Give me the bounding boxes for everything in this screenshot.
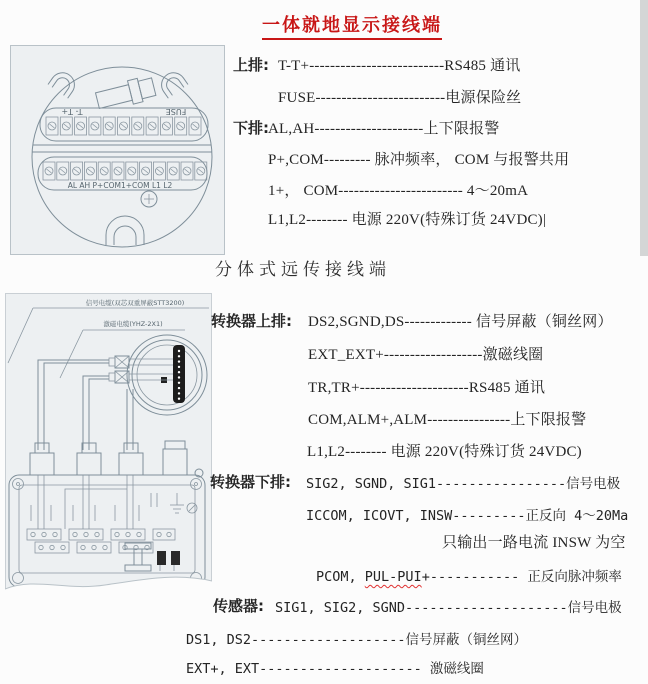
page-edge-strip xyxy=(640,0,648,256)
signal-cable-label: 信号电缆(双芯双重屏蔽STT3200) xyxy=(85,299,185,307)
wiring-line: COM,ALM+,ALM----------------上下限报警 xyxy=(308,412,587,428)
wiring-line: P+,COM--------- 脉冲频率， COM 与报警共用 xyxy=(268,152,570,168)
upper-strip-label-t: T- T+ xyxy=(61,107,83,116)
label-bottom-row: 下排: xyxy=(233,119,269,137)
wiring-line: SIG1, SIG2, SGND--------------------信号电极 xyxy=(275,600,622,616)
wiring-line: T-T+--------------------------RS485 通讯 xyxy=(278,58,521,74)
converter-drawing xyxy=(5,293,212,615)
wiring-line: FUSE-------------------------电源保险丝 xyxy=(278,90,522,106)
section2-title: 分体式远传接线端 xyxy=(215,260,391,279)
diagram-photo-frame xyxy=(11,46,225,255)
upper-strip-label-fuse: FUSE xyxy=(165,107,187,116)
wiring-note: 只输出一路电流 INSW 为空 xyxy=(442,535,626,551)
wiring-line: 1+， COM------------------------ 4～20mA xyxy=(268,183,529,199)
wiring-line: DS1, DS2-------------------信号屏蔽（铜丝网） xyxy=(186,632,527,648)
wiring-line: AL,AH---------------------上下限报警 xyxy=(268,121,500,137)
wiring-line: ICCOM, ICOVT, INSW---------正反向 4～20Ma xyxy=(306,508,629,524)
wiring-line: EXT_EXT+-------------------激磁线圈 xyxy=(308,347,544,363)
label-converter-top: 转换器上排: xyxy=(211,312,292,330)
label-sensor: 传感器: xyxy=(213,597,264,615)
terminal-circle-drawing xyxy=(10,45,225,255)
excitation-cable-label: 激磁电缆(YHZ-2X1) xyxy=(103,320,163,328)
wiring-line: DS2,SGND,DS------------- 信号屏蔽（铜丝网） xyxy=(308,314,613,330)
section1-title: 一体就地显示接线端 xyxy=(262,11,442,40)
pcom-pre: PCOM, xyxy=(316,569,365,585)
lower-strip-label: AL AH P+COM1+COM L1 L2 xyxy=(67,181,173,190)
wiring-line-pcom xyxy=(316,565,622,585)
diagram-photo-frame2 xyxy=(6,294,212,615)
wiring-line: L1,L2-------- 电源 220V(特殊订货 24VDC)| xyxy=(268,212,547,228)
label-converter-bottom: 转换器下排: xyxy=(210,473,291,491)
pcom-post: +----------- 正反向脉冲频率 xyxy=(421,569,622,585)
wiring-line: L1,L2-------- 电源 220V(特殊订货 24VDC) xyxy=(307,444,582,460)
wiring-line: TR,TR+---------------------RS485 通讯 xyxy=(308,380,546,396)
remote-converter-diagram xyxy=(5,293,212,615)
wiring-line: SIG2, SGND, SIG1----------------信号电极 xyxy=(306,476,621,492)
integrated-terminal-diagram xyxy=(10,45,225,255)
label-top-row: 上排: xyxy=(233,56,269,74)
pcom-wavy-text: PUL-PUI xyxy=(364,569,422,585)
wiring-line: EXT+, EXT-------------------- 激磁线圈 xyxy=(186,661,484,677)
